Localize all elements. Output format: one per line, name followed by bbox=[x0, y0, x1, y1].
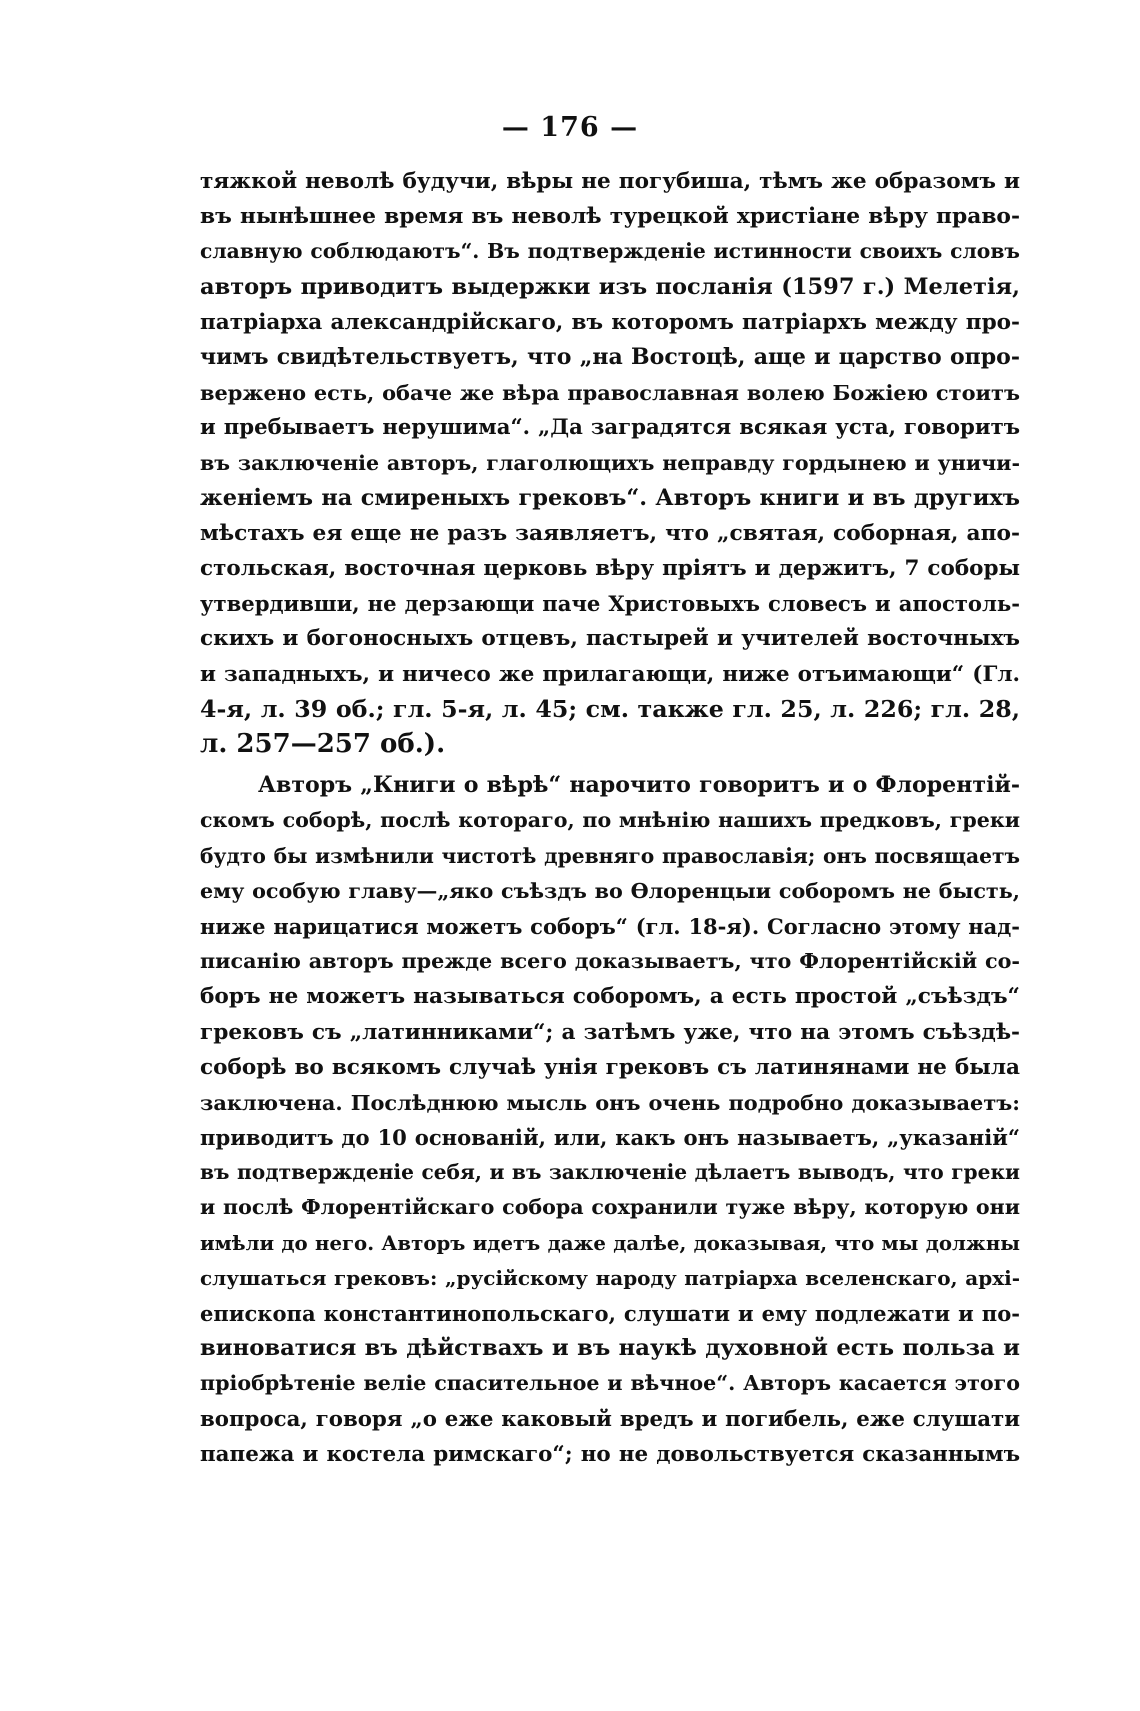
page-number: — 176 — bbox=[501, 112, 639, 143]
text-line: ему особую главу—„яко съѣздъ во Ѳлоренцыи соборомъ не бысть, bbox=[200, 878, 1020, 903]
paragraph-2 bbox=[200, 768, 1020, 1472]
text-line: писанію авторъ прежде всего доказываетъ, что Флорентійскій со- bbox=[200, 949, 1020, 974]
text-line: стольская, восточная церковь вѣру пріятъ и держитъ, 7 соборы bbox=[200, 556, 1020, 582]
text-line: епископа константинопольскаго, слушати и ему подлежати и по- bbox=[200, 1301, 1020, 1326]
text-line: тяжкой неволѣ будучи, вѣры не погубиша, тѣмъ же образомъ и bbox=[200, 169, 1020, 194]
text-line: авторъ приводитъ выдержки изъ посланія (1597 г.) Мелетія, bbox=[200, 273, 1020, 300]
text-line: скихъ и богоносныхъ отцевъ, пастырей и учителей восточныхъ bbox=[200, 626, 1020, 652]
text-line: скомъ соборѣ, послѣ котораго, по мнѣнію нашихъ предковъ, греки bbox=[200, 808, 1020, 833]
text-line: и послѣ Флорентійскаго собора сохранили туже вѣру, которую они bbox=[200, 1195, 1020, 1220]
body-text bbox=[200, 164, 1020, 1472]
text-line: славную соблюдаютъ“. Въ подтвержденіе истинности своихъ словъ bbox=[200, 239, 1020, 264]
text-line: будто бы измѣнили чистотѣ древняго православія; онъ посвящаетъ bbox=[200, 843, 1020, 868]
text-line: въ подтвержденіе себя, и въ заключеніе дѣлаетъ выводъ, что греки bbox=[200, 1160, 1020, 1185]
text-line: слушаться грековъ: „русійскому народу патріарха вселенскаго, архі- bbox=[200, 1265, 1020, 1290]
text-line: заключена. Послѣднюю мысль онъ очень подробно доказываетъ: bbox=[200, 1089, 1020, 1115]
text-line: вопроса, говоря „о еже каковый вредъ и погибель, еже слушати bbox=[200, 1406, 1020, 1432]
text-line: папежа и костела римскаго“; но не довольствуется сказаннымъ bbox=[200, 1441, 1020, 1467]
text-line: патріарха александрійскаго, въ которомъ патріархъ между про- bbox=[200, 309, 1020, 335]
text-line: ниже нарицатися можетъ соборъ“ (гл. 18-я). Согласно этому над- bbox=[200, 913, 1020, 939]
text-line: утвердивши, не дерзающи паче Христовыхъ словесъ и апостоль- bbox=[200, 591, 1020, 617]
text-line: Авторъ „Книги о вѣрѣ“ нарочито говоритъ и о Флорентій- bbox=[258, 772, 1020, 799]
text-line: соборѣ во всякомъ случаѣ унія грековъ съ латинянами не была bbox=[200, 1054, 1020, 1080]
text-line: чимъ свидѣтельствуетъ, что „на Востоцѣ, аще и царство опро- bbox=[200, 343, 1020, 370]
text-line: грековъ съ „латинниками“; а затѣмъ уже, что на этомъ съѣздѣ- bbox=[200, 1019, 1020, 1045]
text-line: въ заключеніе авторъ, глаголющихъ неправду гордынею и уничи- bbox=[200, 450, 1020, 475]
text-line: и пребываетъ нерушима“. „Да заградятся всякая уста, говоритъ bbox=[200, 415, 1020, 441]
text-line: и западныхъ, и ничесо же прилагающи, ниже отъимающи“ (Гл. bbox=[200, 661, 1020, 687]
text-line: пріобрѣтеніе веліе спасительное и вѣчное“. Авторъ касается этого bbox=[200, 1371, 1020, 1396]
text-line: боръ не можетъ называться соборомъ, а есть простой „съѣздъ“ bbox=[200, 984, 1020, 1010]
text-line: въ нынѣшнее время въ неволѣ турецкой христіане вѣру право- bbox=[200, 204, 1020, 230]
text-line: имѣли до него. Авторъ идетъ даже далѣе, доказывая, что мы должны bbox=[200, 1230, 1020, 1255]
text-line: женіемъ на смиреныхъ грековъ“. Авторъ книги и въ другихъ bbox=[200, 484, 1020, 511]
text-line: виноватися въ дѣйствахъ и въ наукѣ духовной есть польза и bbox=[200, 1335, 1020, 1362]
paragraph-1 bbox=[200, 164, 1020, 762]
text-line: л. 257—257 об.). bbox=[200, 729, 446, 759]
text-line: 4-я, л. 39 об.; гл. 5-я, л. 45; см. также гл. 25, л. 226; гл. 28, bbox=[200, 694, 1020, 723]
text-line: приводитъ до 10 основаній, или, какъ онъ называетъ, „указаній“ bbox=[200, 1125, 1020, 1151]
text-line: мѣстахъ ея еще не разъ заявляетъ, что „святая, соборная, апо- bbox=[200, 520, 1020, 546]
text-line: вержено есть, обаче же вѣра православная волею Божіею стоитъ bbox=[200, 380, 1020, 406]
